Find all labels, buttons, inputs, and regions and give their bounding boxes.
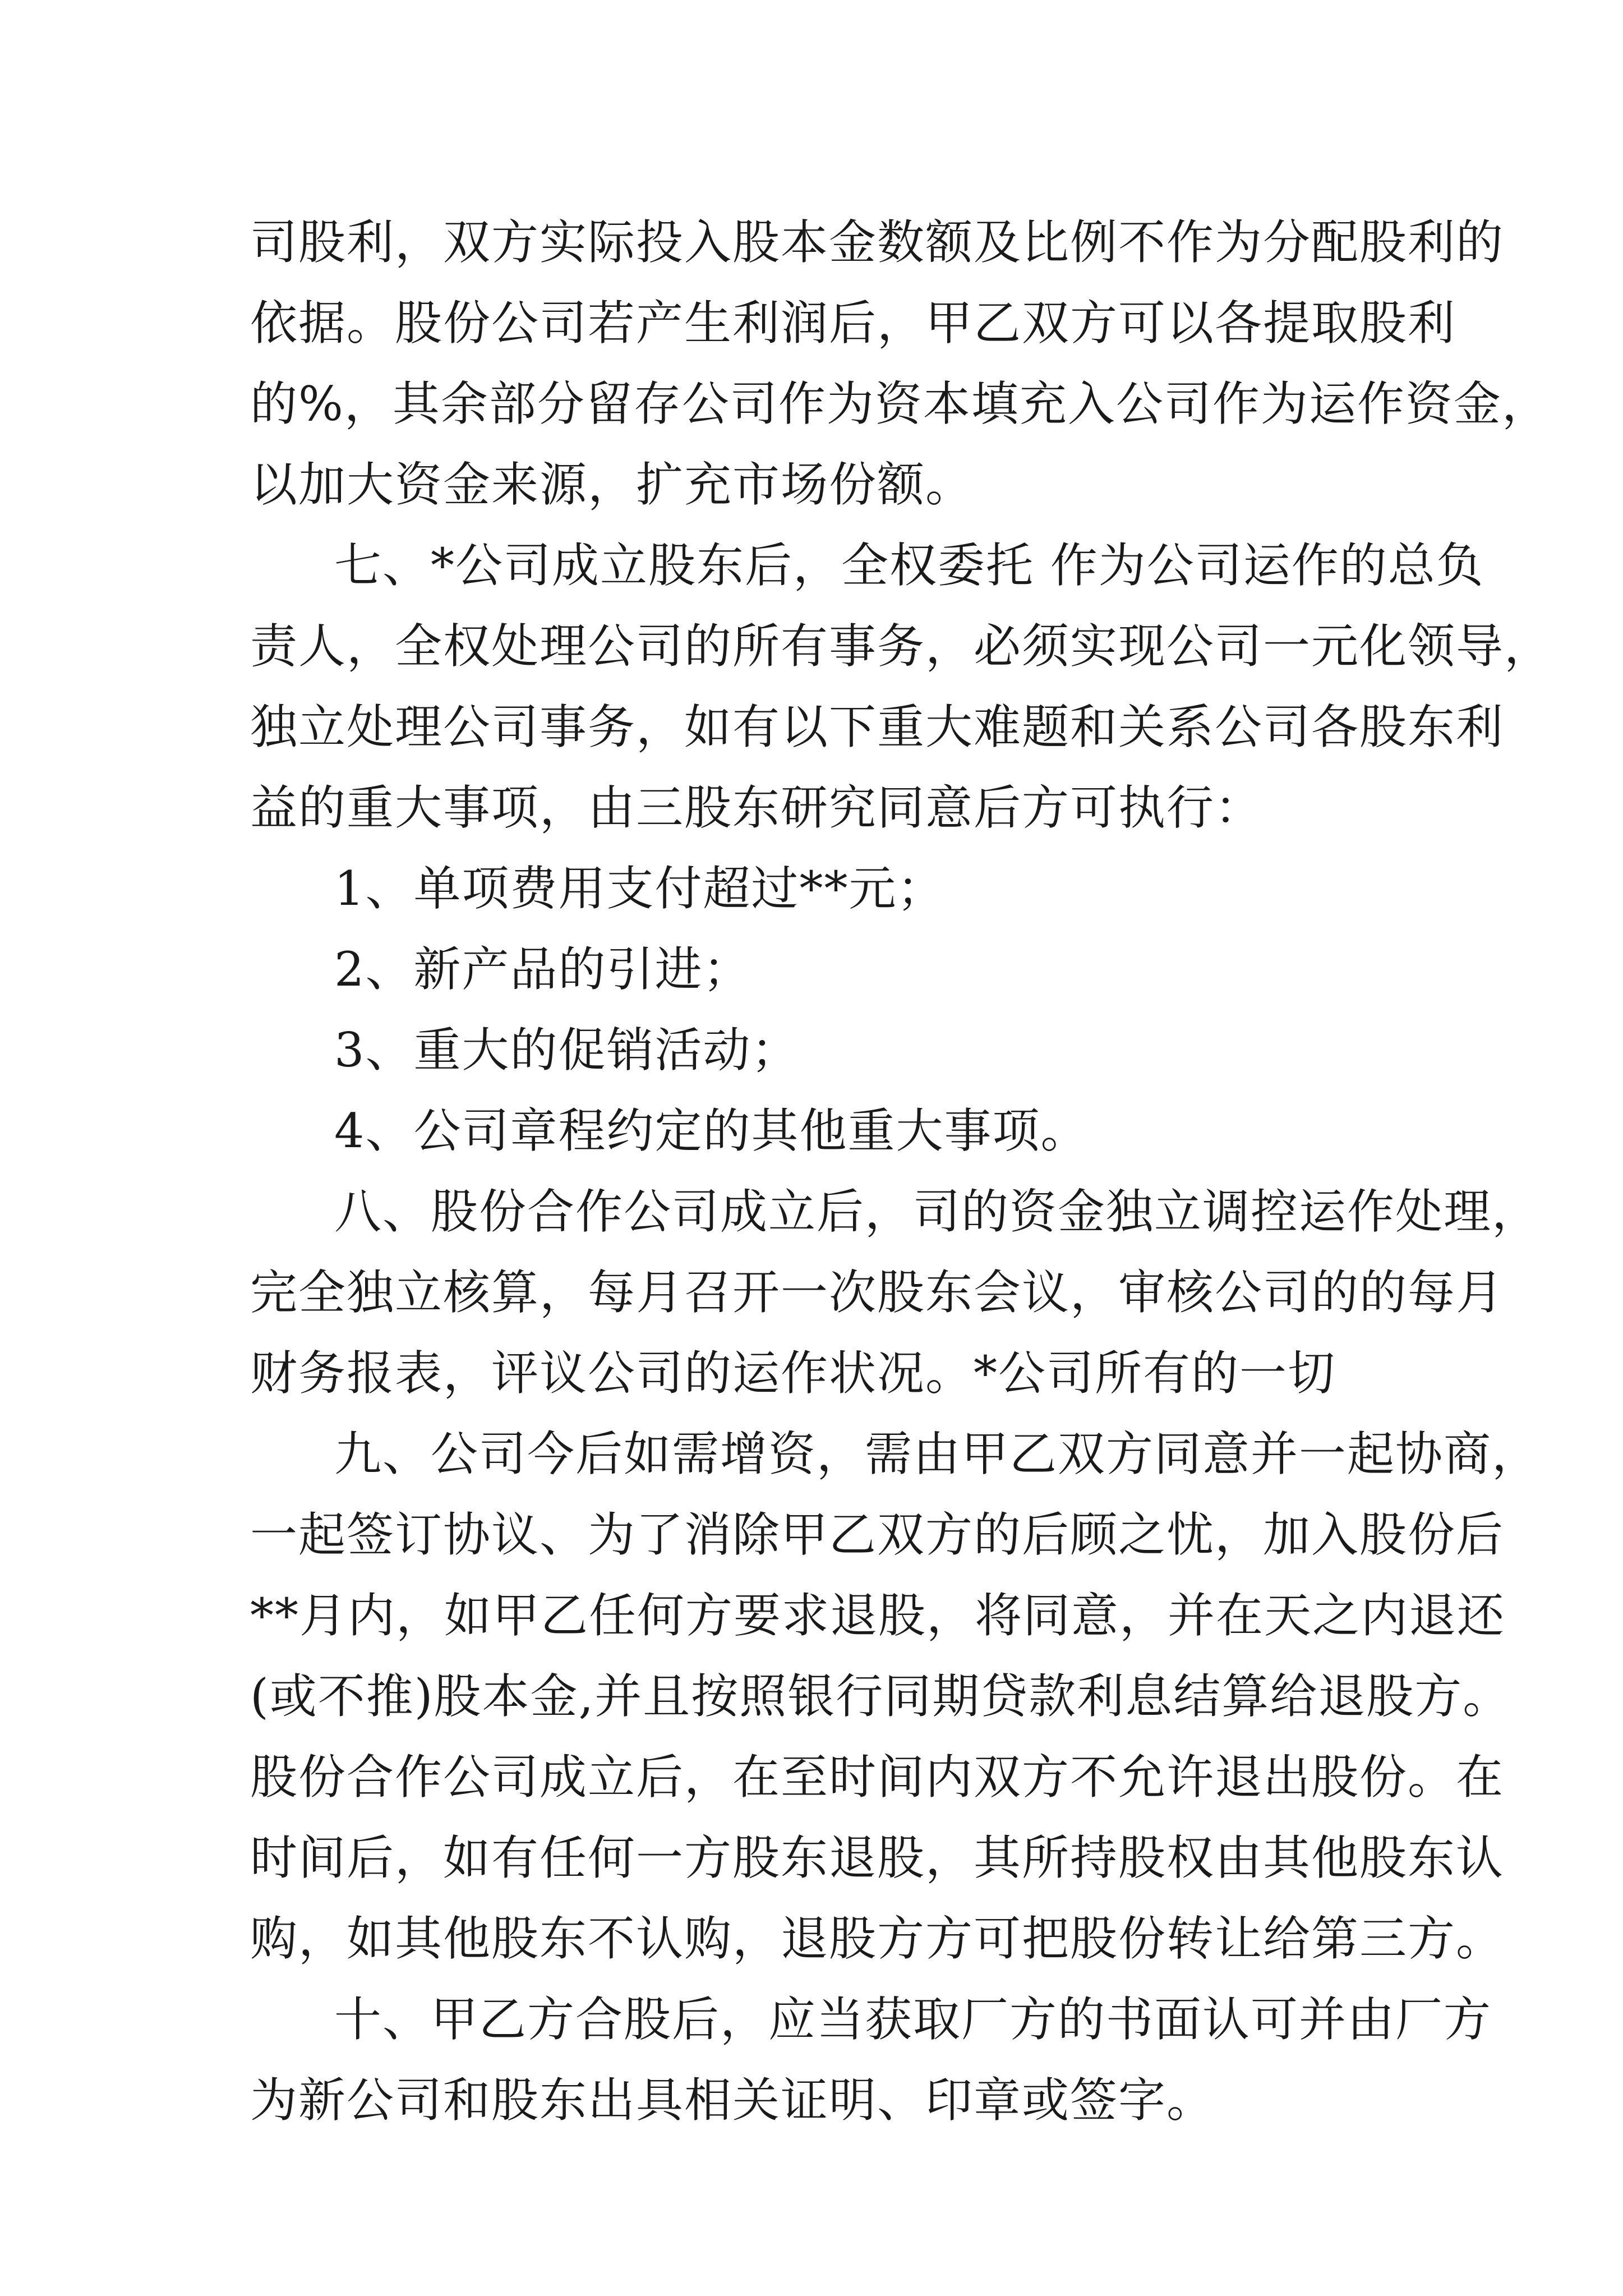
text-line: 财务报表，评议公司的运作状况。*公司所有的一切 (250, 1346, 1336, 1401)
paragraph-9-heading-line: 九、公司今后如需增资，需由甲乙双方同意并一起协商， (334, 1427, 1541, 1481)
text-line: 一起签订协议、为了消除甲乙双方的后顾之忧，加入股份后 (250, 1507, 1505, 1562)
text-line: 股份合作公司成立后，在至时间内双方不允许退出股份。在 (250, 1750, 1505, 1805)
text-line: 益的重大事项，由三股东研究同意后方可执行： (250, 780, 1264, 835)
text-line: 的%，其余部分留存公司作为资本填充入公司作为运作资金， (250, 376, 1550, 431)
list-item: 2、新产品的引进； (334, 942, 751, 997)
paragraph-8-heading-line: 八、股份合作公司成立后，司的资金独立调控运作处理， (334, 1184, 1541, 1239)
text-line: 完全独立核算，每月召开一次股东会议，审核公司的的每月 (250, 1265, 1505, 1320)
text-line: 司股利，双方实际投入股本金数额及比例不作为分配股利的 (250, 215, 1505, 270)
list-item: 3、重大的促销活动； (334, 1023, 800, 1078)
text-line: **月内，如甲乙任何方要求退股，将同意，并在天之内退还 (250, 1588, 1506, 1643)
list-item: 4、公司章程约定的其他重大事项。 (334, 1103, 1089, 1158)
list-item: 1、单项费用支付超过**元； (334, 861, 946, 916)
text-line: (或不推)股本金,并且按照银行同期贷款利息结算给退股方。 (250, 1669, 1511, 1724)
text-line: 以加大资金来源，扩充市场份额。 (250, 457, 974, 512)
text-line: 责人，全权处理公司的所有事务，必须实现公司一元化领导， (250, 619, 1553, 674)
text-line: 依据。股份公司若产生利润后，甲乙双方可以各提取股利 (250, 296, 1456, 351)
text-line: 时间后，如有任何一方股东退股，其所持股权由其他股东认 (250, 1830, 1505, 1885)
document-body (250, 202, 1553, 2141)
text-line: 为新公司和股东出具相关证明、印章或签字。 (250, 2073, 1215, 2128)
text-line: 购，如其他股东不认购，退股方方可把股份转让给第三方。 (250, 1911, 1505, 1966)
text-line: 独立处理公司事务，如有以下重大难题和关系公司各股东利 (250, 700, 1505, 754)
paragraph-7-heading-line: 七、*公司成立股东后，全权委托 作为公司运作的总负 (334, 538, 1484, 593)
paragraph-10-heading-line: 十、甲乙方合股后，应当获取厂方的书面认可并由厂方 (334, 1992, 1492, 2047)
